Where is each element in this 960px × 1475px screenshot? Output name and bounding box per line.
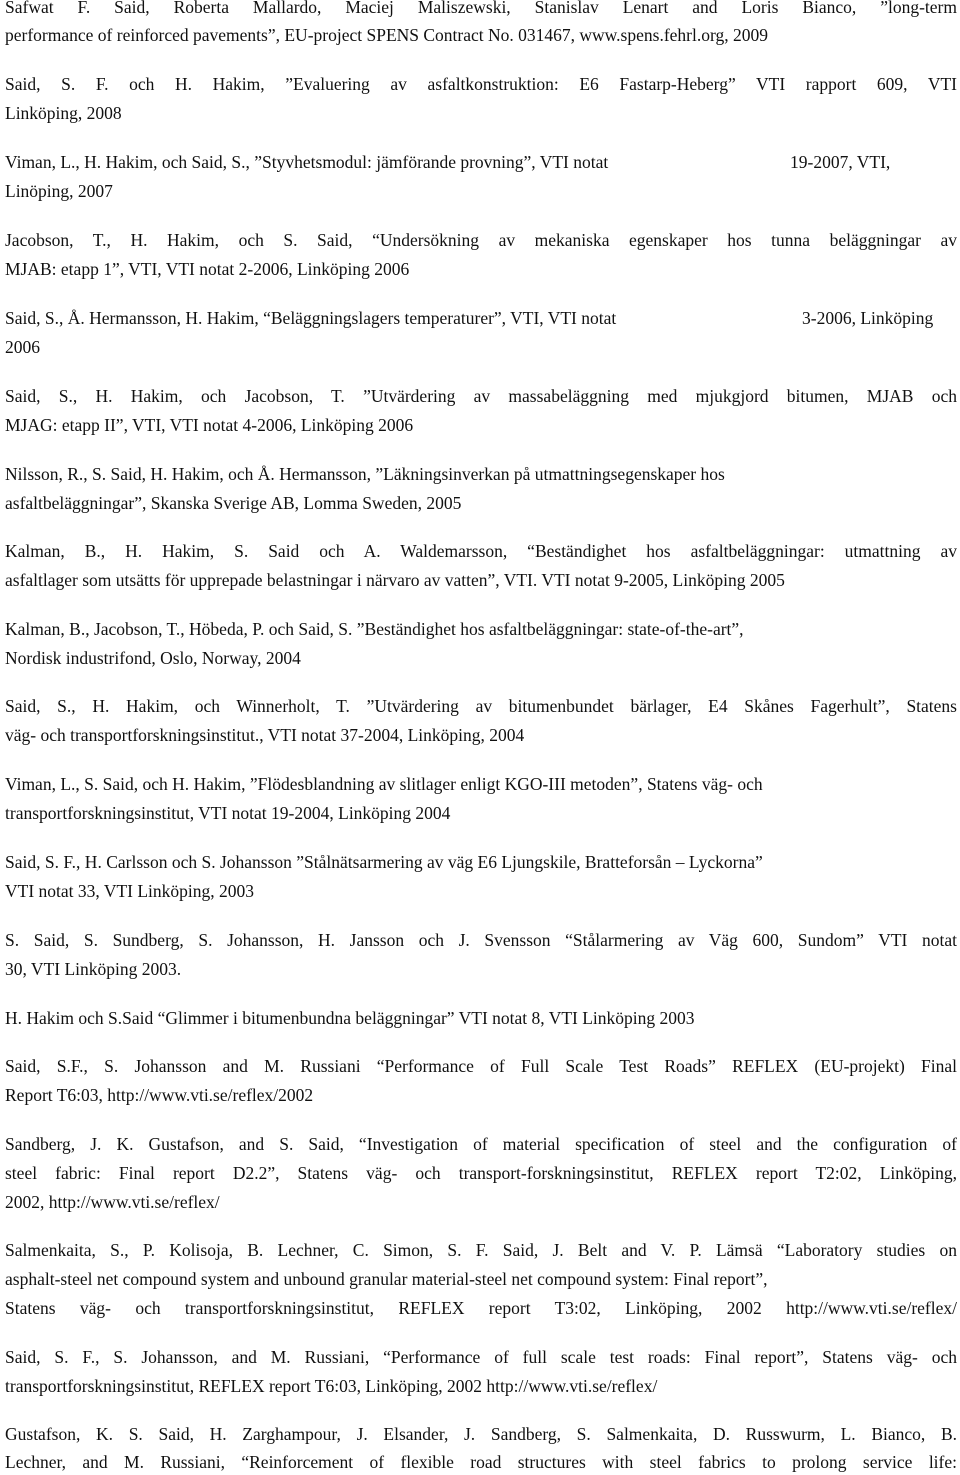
reference-line: Nordisk industrifond, Oslo, Norway, 2004 [5,648,301,668]
reference-line: Salmenkaita, S., P. Kolisoja, B. Lechner, C. Simon, S. F. Said, J. Belt and V. P. Lämsä “Laboratory studies on [5,1240,957,1260]
reference-line: Jacobson, T., H. Hakim, och S. Said, “Undersökning av mekaniska egenskaper hos tunna beläggningar av [5,230,957,250]
reference-line: transportforskningsinstitut, VTI notat 19-2004, Linköping 2004 [5,803,451,823]
reference-line: H. Hakim och S.Said “Glimmer i bitumenbundna beläggningar” VTI notat 8, VTI Linköping 2003 [5,1008,695,1028]
reference-line: asfaltbeläggningar”, Skanska Sverige AB, Lomma Sweden, 2005 [5,493,462,513]
reference-line: S. Said, S. Sundberg, S. Johansson, H. Jansson och J. Svensson “Stålarmering av Väg 600, Sundom” VTI notat [5,930,957,950]
reference-line: transportforskningsinstitut, REFLEX report T6:03, Linköping, 2002 http://www.vti.se/reflex/ [5,1376,658,1396]
reference-line: performance of reinforced pavements”, EU-project SPENS Contract No. 031467, www.spens.fehrl.org, 2009 [5,25,768,45]
reference-line: Lechner, and M. Russiani, “Reinforcement of flexible road structures with steel fabrics to prolong service life: [5,1452,957,1472]
reference-line: Sandberg, J. K. Gustafson, and S. Said, “Investigation of material specification of steel and the configuration of [5,1134,957,1154]
reference-line-tail: 3-2006, Linköping [802,308,934,328]
reference-line: Said, S. F., S. Johansson, and M. Russiani, “Performance of full scale test roads: Final report”, Statens väg- och [5,1347,957,1367]
reference-line: Viman, L., S. Said, och H. Hakim, ”Flödesblandning av slitlager enligt KGO-III metoden”, Statens väg- och [5,774,763,794]
reference-line: Gustafson, K. S. Said, H. Zarghampour, J. Elsander, J. Sandberg, S. Salmenkaita, D. Russwurm, L. Bianco, B. [5,1424,957,1444]
reference-line: väg- och transportforskningsinstitut., VTI notat 37-2004, Linköping, 2004 [5,725,525,745]
reference-line: Report T6:03, http://www.vti.se/reflex/2002 [5,1085,314,1105]
reference-line: Said, S., H. Hakim, och Winnerholt, T. ”Utvärdering av bitumenbundet bärlager, E4 Skånes Fagerhult”, Statens [5,696,957,716]
reference-line: Nilsson, R., S. Said, H. Hakim, och Å. Hermansson, ”Läkningsinverkan på utmattningsegenskaper hos [5,464,725,484]
reference-line: Kalman, B., H. Hakim, S. Said och A. Waldemarsson, “Beständighet hos asfaltbeläggningar: utmattning av [5,541,957,561]
reference-line: 2006 [5,337,40,357]
reference-line: Linköping, 2008 [5,103,122,123]
reference-line: Said, S., Å. Hermansson, H. Hakim, “Beläggningslagers temperaturer”, VTI, VTI notat [5,308,617,328]
reference-line: Kalman, B., Jacobson, T., Höbeda, P. och Said, S. ”Beständighet hos asfaltbeläggningar: state-of-the-art”, [5,619,744,639]
reference-line: Said, S. F., H. Carlsson och S. Johansson ”Stålnätsarmering av väg E6 Ljungskile, Bratteforsån – Lyckorna” [5,852,763,872]
reference-line: steel fabric: Final report D2.2”, Statens väg- och transport-forskningsinstitut, REFLEX report T2:02, Linköping, [5,1163,957,1183]
reference-line: Linöping, 2007 [5,181,113,201]
reference-line: Said, S., H. Hakim, och Jacobson, T. ”Utvärdering av massabeläggning med mjukgjord bitumen, MJAB och [5,386,957,406]
reference-line: 30, VTI Linköping 2003. [5,959,182,979]
reference-line: 2002, http://www.vti.se/reflex/ [5,1192,220,1212]
reference-line: Said, S.F., S. Johansson and M. Russiani “Performance of Full Scale Test Roads” REFLEX (EU-projekt) Final [5,1056,957,1076]
reference-line: Statens väg- och transportforskningsinstitut, REFLEX report T3:02, Linköping, 2002 http://www.vti.se/reflex/ [5,1298,957,1318]
reference-line: MJAG: etapp II”, VTI, VTI notat 4-2006, Linköping 2006 [5,415,414,435]
reference-line: asfaltlager som utsätts för upprepade belastningar i närvaro av vatten”, VTI. VTI notat 9-2005, Linköping 2005 [5,570,785,590]
reference-line: Viman, L., H. Hakim, och Said, S., ”Styvhetsmodul: jämförande provning”, VTI notat [5,152,609,172]
reference-line: VTI notat 33, VTI Linköping, 2003 [5,881,255,901]
reference-line-tail: 19-2007, VTI, [790,152,891,172]
reference-line: asphalt-steel net compound system and unbound granular material-steel net compound system: Final report”, [5,1269,768,1289]
reference-line: Said, S. F. och H. Hakim, ”Evaluering av asfaltkonstruktion: E6 Fastarp-Heberg” VTI rapport 609, VTI [5,74,957,94]
reference-line: MJAB: etapp 1”, VTI, VTI notat 2-2006, Linköping 2006 [5,259,410,279]
reference-line: Safwat F. Said, Roberta Mallardo, Maciej Maliszewski, Stanislav Lenart and Loris Bianco, ”long-term [5,0,957,17]
